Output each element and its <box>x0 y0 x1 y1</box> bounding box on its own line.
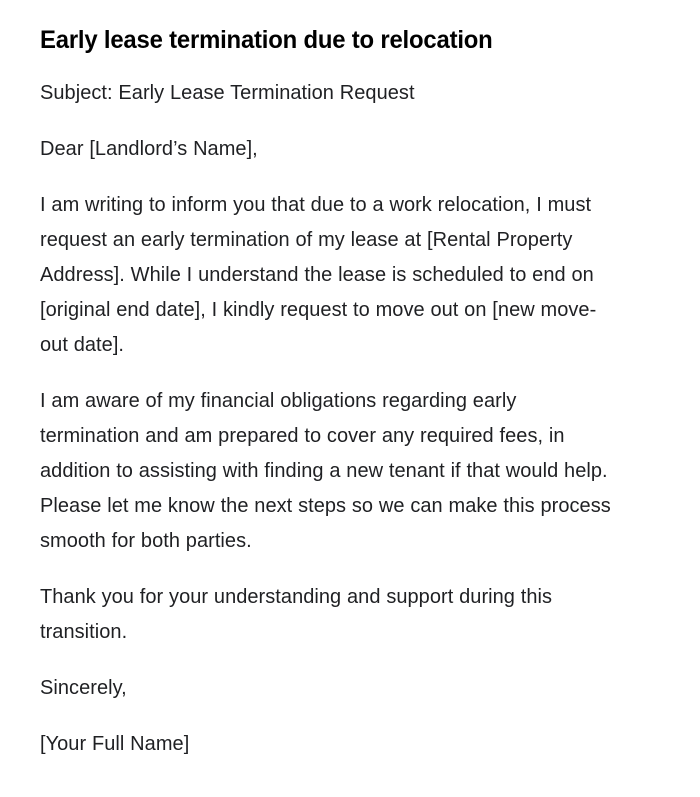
letter-signoff: Sincerely, <box>40 676 127 699</box>
letter-salutation: Dear [Landlord’s Name], <box>40 137 258 160</box>
letter-body <box>40 75 635 761</box>
letter-subject-line: Subject: Early Lease Termination Request <box>40 81 415 104</box>
letter-paragraph-2: I am aware of my financial obligations regarding early termination and am prepared to cover any required fees, in addition to assisting with finding a new tenant if that would help. Please let me know the next steps so we can make this process smooth for both parties. <box>40 389 611 552</box>
page-title: Early lease termination due to relocation <box>40 26 493 54</box>
letter-closing-thanks: Thank you for your understanding and support during this transition. <box>40 585 553 643</box>
letter-signature-name: [Your Full Name] <box>40 732 190 755</box>
letter-paragraph-1: I am writing to inform you that due to a work relocation, I must request an early termination of my lease at [Rental Property Address]. While I understand the lease is scheduled to end on [original end date], I kindly request to move out on [new move-out date]. <box>40 193 597 356</box>
